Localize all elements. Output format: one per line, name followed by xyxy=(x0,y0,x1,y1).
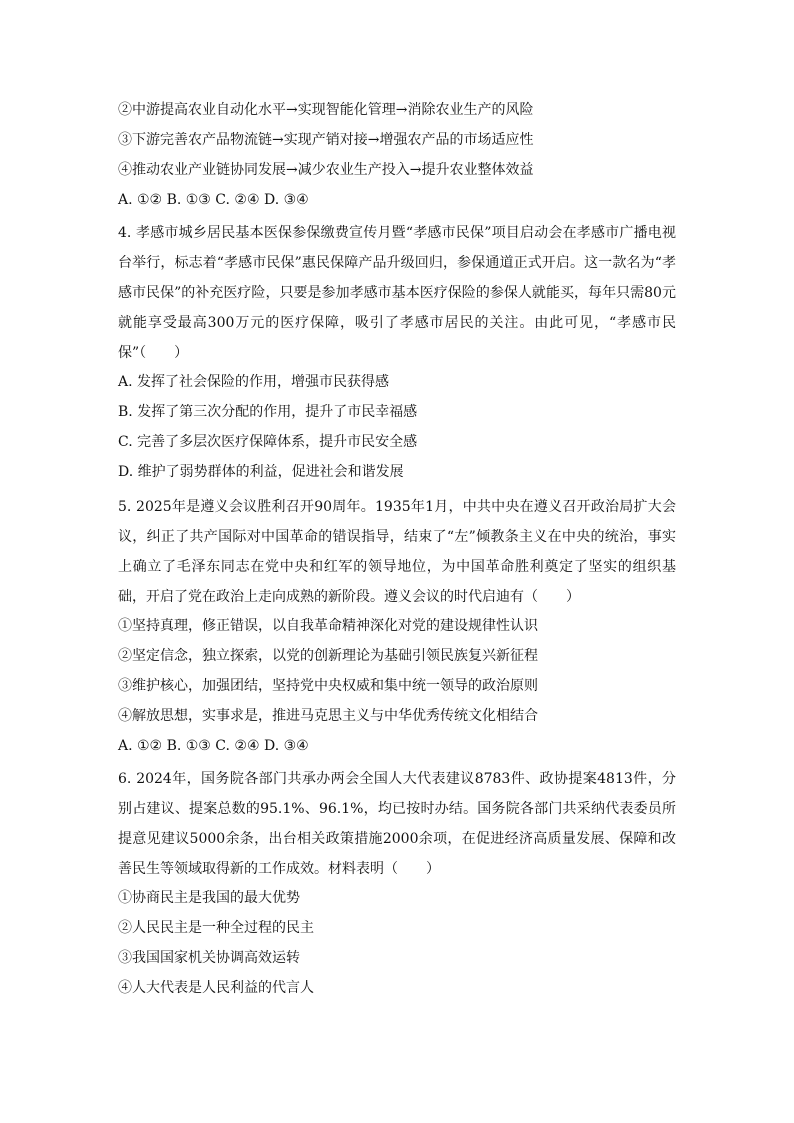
question-6 xyxy=(118,764,676,998)
q4-option-b: B. 发挥了第三次分配的作用，提升了市民幸福感 xyxy=(118,404,418,420)
q6-stem: 6. 2024年，国务院各部门共承办两会全国人大代表建议8783件、政协提案4813件，分别占建议、提案总数的95.1%、96.1%，均已按时办结。国务院各部门共采纳代表委员所提意见建议5000余条，出台相关政策措施2000余项，在促进经济高质量发展、保障和改善民生等领域取得新的工作成效。材料表明（ ） xyxy=(118,771,676,877)
q6-item-2: ②人民民主是一种全过程的民主 xyxy=(118,920,314,936)
q5-item-4: ④解放思想，实事求是，推进马克思主义与中华优秀传统文化相结合 xyxy=(118,708,538,724)
q5-stem: 5. 2025年是遵义会议胜利召开90周年。1935年1月，中共中央在遵义召开政治局扩大会议，纠正了共产国际对中国革命的错误指导，结束了“左”倾教条主义在中央的统治，事实上确立了毛泽东同志在党中央和红军的领导地位，为中国革命胜利奠定了坚实的组织基础，开启了党在政治上走向成熟的新阶段。遵义会议的时代启迪有（ ） xyxy=(118,499,676,605)
question-3-tail xyxy=(118,100,676,210)
q4-option-a: A. 发挥了社会保险的作用，增强市民获得感 xyxy=(118,374,390,390)
q5-item-2: ②坚定信念，独立探索，以党的创新理论为基础引领民族复兴新征程 xyxy=(118,648,538,664)
q6-item-4: ④人大代表是人民利益的代言人 xyxy=(118,980,314,996)
q5-item-3: ③维护核心，加强团结，坚持党中央权威和集中统一领导的政治原则 xyxy=(118,678,538,694)
q3-item-3: ③下游完善农产品物流链→实现产销对接→增强农产品的市场适应性 xyxy=(118,132,534,148)
q5-item-1: ①坚持真理，修正错误，以自我革命精神深化对党的建设规律性认识 xyxy=(118,618,538,634)
document-page xyxy=(118,100,676,1008)
q4-option-d: D. 维护了弱势群体的利益，促进社会和谐发展 xyxy=(118,464,404,480)
q4-stem: 4. 孝感市城乡居民基本医保参保缴费宣传月暨“孝感市民保”项目启动会在孝感市广播电视台举行，标志着“孝感市民保”惠民保障产品升级回归，参保通道正式开启。这一款名为“孝感市民保”的补充医疗险，只要是参加孝感市基本医疗保险的参保人就能买，每年只需80元就能享受最高300万元的医疗保障，吸引了孝感市居民的关注。由此可见，“孝感市民保”（ ） xyxy=(118,225,676,361)
q4-option-c: C. 完善了多层次医疗保障体系，提升市民安全感 xyxy=(118,434,418,450)
question-4 xyxy=(118,218,676,482)
q5-choices: A. ①② B. ①③ C. ②④ D. ③④ xyxy=(118,738,309,754)
q3-item-2: ②中游提高农业自动化水平→实现智能化管理→消除农业生产的风险 xyxy=(118,102,534,118)
q3-item-4: ④推动农业产业链协同发展→减少农业生产投入→提升农业整体效益 xyxy=(118,162,534,178)
q6-item-1: ①协商民主是我国的最大优势 xyxy=(118,890,300,906)
question-5 xyxy=(118,492,676,756)
q3-choices: A. ①② B. ①③ C. ②④ D. ③④ xyxy=(118,192,309,208)
q6-item-3: ③我国国家机关协调高效运转 xyxy=(118,950,300,966)
